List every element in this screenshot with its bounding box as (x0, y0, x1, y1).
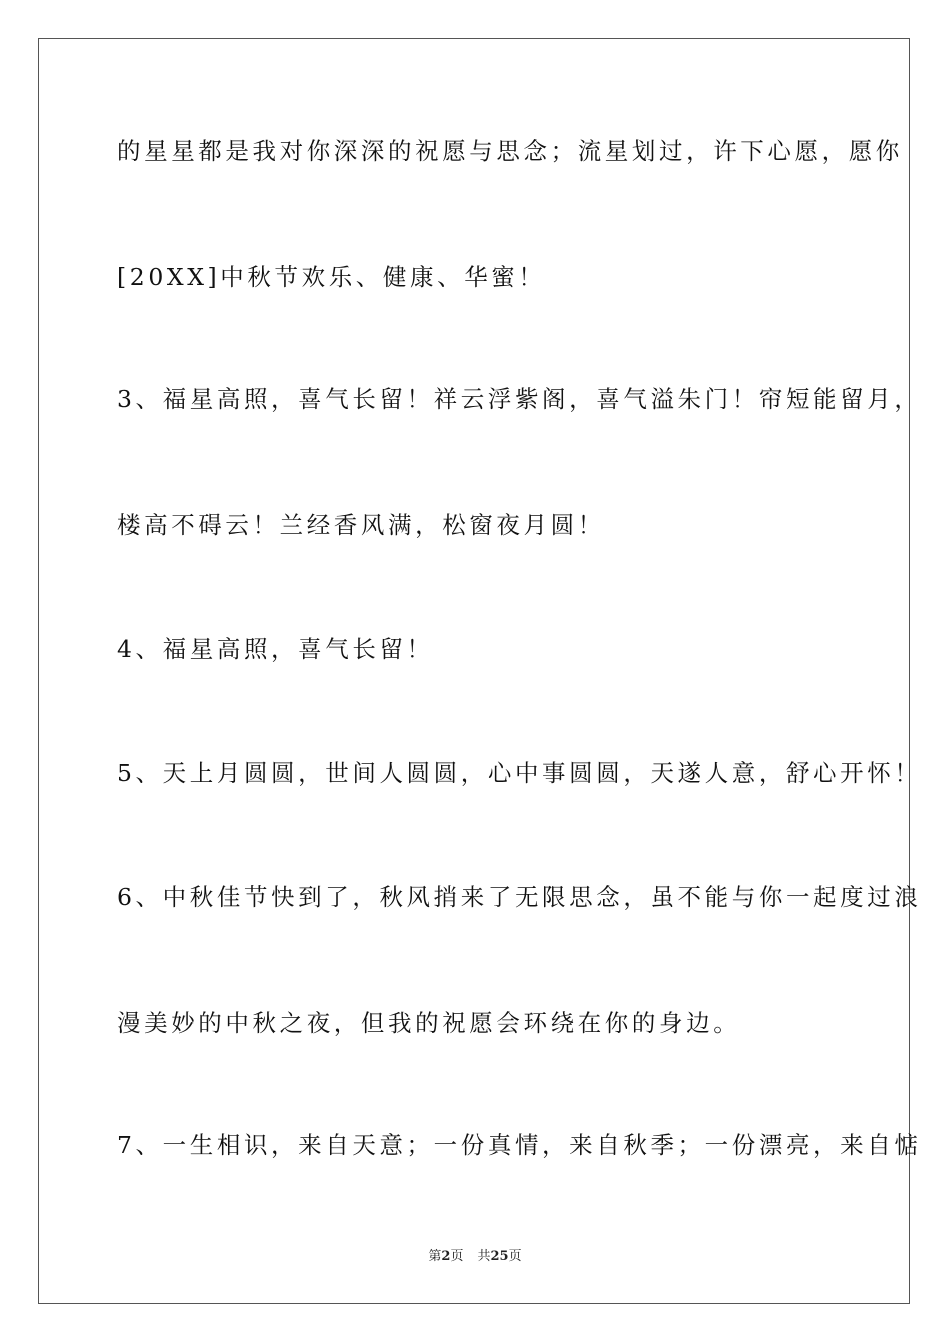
text-line: 3、福星高照，喜气长留！祥云浮紫阁，喜气溢朱门！帘短能留月， (117, 385, 922, 413)
page-border (38, 38, 922, 1304)
page-number: 2 (441, 1249, 451, 1264)
text-line: 5、天上月圆圆，世间人圆圆，心中事圆圆，天遂人意，舒心开怀！ (117, 759, 922, 787)
page-suffix: 页 (450, 1249, 464, 1264)
text-line: 的星星都是我对你深深的祝愿与思念；流星划过，许下心愿，愿你 (117, 137, 903, 165)
page-prefix: 第 (428, 1249, 442, 1264)
total-pages: 25 (490, 1249, 509, 1264)
text-line: 6、中秋佳节快到了，秋风捎来了无限思念，虽不能与你一起度过浪 (117, 883, 922, 911)
text-line: 4、福星高照，喜气长留！ (117, 635, 434, 663)
text-line: 楼高不碍云！兰经香风满，松窗夜月圆！ (117, 511, 605, 539)
page-footer (0, 1248, 950, 1266)
total-prefix: 共 (477, 1249, 491, 1264)
total-suffix: 页 (508, 1249, 522, 1264)
text-line: [20XX]中秋节欢乐、健康、华蜜！ (117, 263, 546, 291)
text-line: 漫美妙的中秋之夜，但我的祝愿会环绕在你的身边。 (117, 1009, 741, 1037)
text-line: 7、一生相识，来自天意；一份真情，来自秋季；一份漂亮，来自惦 (117, 1131, 922, 1159)
